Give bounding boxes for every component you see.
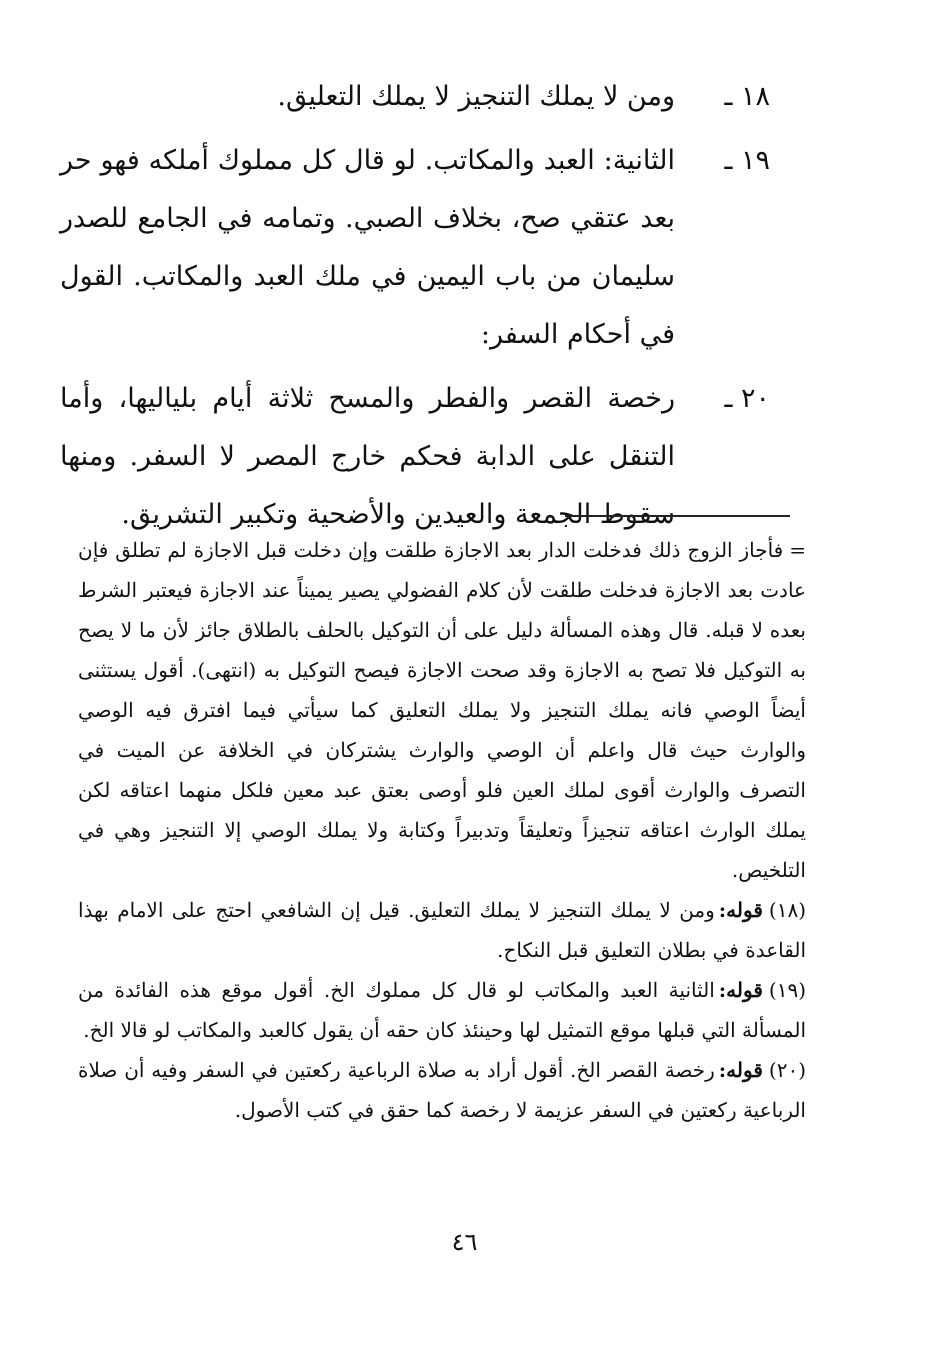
note-text: رخصة القصر الخ. أقول أراد به صلاة الرباعية ركعتين في السفر وفيه أن صلاة الرباعية ركعتين في السفر عزيمة لا رخصة كما حقق في كتب الأصول.: [78, 1058, 806, 1122]
notes-block: [78, 530, 806, 1130]
item-text: رخصة القصر والفطر والمسح ثلاثة أيام بلياليها، وأما التنقل على الدابة فحكم خارج المصر لا السفر. ومنها سقوط الجمعة والعيدين والأضحية وتكبير التشريق.: [60, 383, 675, 530]
note-continuation: [78, 530, 806, 890]
main-item-19: [60, 132, 770, 364]
continuation-marker: =: [789, 538, 806, 562]
item-number: ٢٠ ـ: [724, 383, 770, 414]
note-number: (٢٠): [768, 1058, 806, 1082]
item-number: ١٩ ـ: [724, 145, 770, 176]
note-text: ومن لا يملك التنجيز لا يملك التعليق. قيل إن الشافعي احتج على الامام بهذا القاعدة في بطلان التعليق قبل النكاح.: [78, 898, 806, 962]
note-keyword: قوله:: [718, 978, 763, 1002]
continuation-text: فأجاز الزوج ذلك فدخلت الدار بعد الاجازة طلقت وإن دخلت قبل الاجازة لم تطلق فإن عادت بعد الاجازة فدخلت طلقت لأن كلام الفضولي يصير يميناً عند الاجازة فيعتبر الشرط بعده لا قبله. قال وهذه المسألة دليل على أن التوكيل بالحلف بالطلاق جائز لأن ما لا يصح به التوكيل فلا تصح به الاجازة وقد صحت الاجازة فيصح التوكيل به (انتهى). أقول يستثنى أيضاً الوصي فانه يملك التنجيز ولا يملك التعليق كما سيأتي فيما افترق فيه الوصي والوارث حيث قال واعلم أن الوصي والوارث يشتركان في الخلافة عن الميت في التصرف والوارث أقوى لملك العين فلو أوصى بعتق عبد معين فلكل منهما اعتاقه لكن يملك الوارث اعتاقه تنجيزاً وتعليقاً وتدبيراً وكتابة ولا يملك الوصي إلا التنجيز وهي في التلخيص.: [78, 538, 806, 882]
note-entry-19: [78, 970, 806, 1050]
main-text-block: [60, 68, 770, 544]
note-number: (١٨): [768, 898, 806, 922]
note-number: (١٩): [768, 978, 806, 1002]
footnote-separator: [565, 515, 790, 517]
note-entry-20: [78, 1050, 806, 1130]
main-item-18: [60, 68, 770, 126]
note-keyword: قوله:: [718, 898, 763, 922]
page-number: ٤٦: [451, 1228, 478, 1256]
note-entry-18: [78, 890, 806, 970]
main-item-20: [60, 370, 770, 544]
item-text: الثانية: العبد والمكاتب. لو قال كل مملوك أملكه فهو حر بعد عتقي صح، بخلاف الصبي. وتمامه في الجامع للصدر سليمان من باب اليمين في ملك العبد والمكاتب. القول في أحكام السفر:: [60, 145, 675, 350]
item-number: ١٨ ـ: [724, 81, 770, 112]
item-text: ومن لا يملك التنجيز لا يملك التعليق.: [277, 81, 675, 112]
note-text: الثانية العبد والمكاتب لو قال كل مملوك الخ. أقول موقع هذه الفائدة من المسألة التي قبلها موقع التمثيل لها وحينئذ كان حقه أن يقول كالعبد والمكاتب لو قالا الخ.: [78, 978, 806, 1042]
note-keyword: قوله:: [718, 1058, 763, 1082]
